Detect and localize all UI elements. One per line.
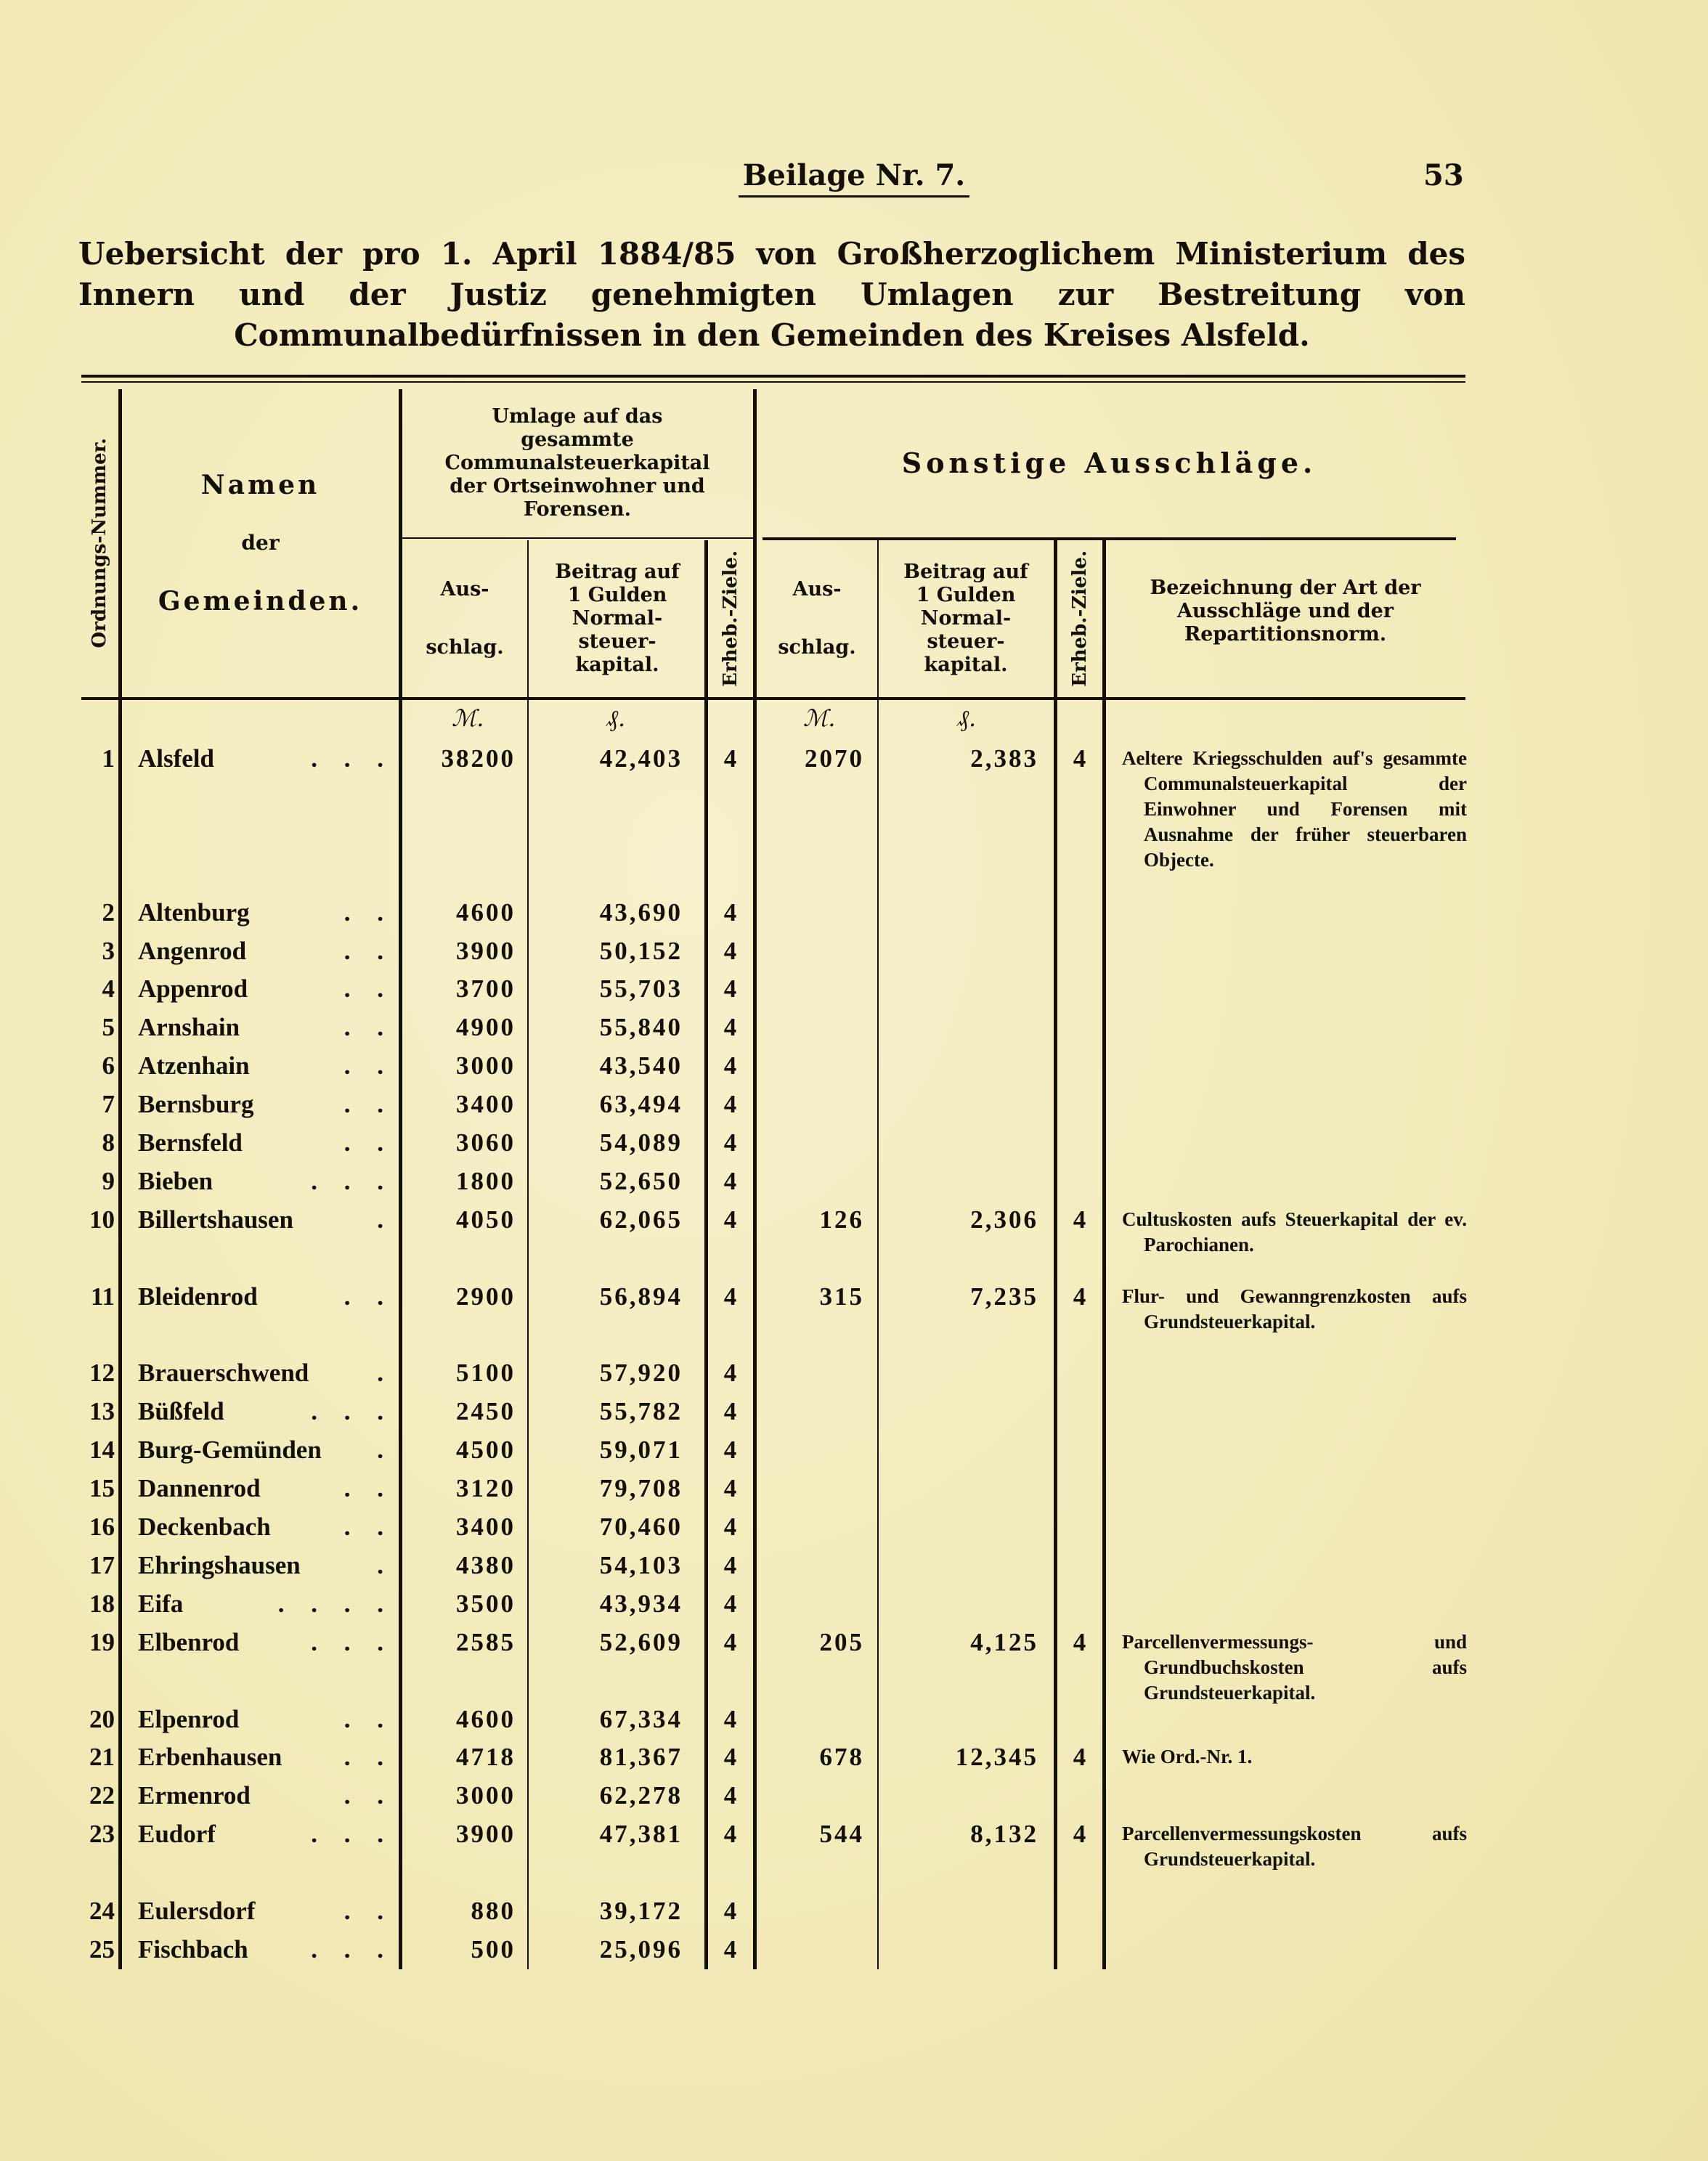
municipality-name-text: Elpenrod [138,1704,240,1733]
table-row [0,1200,1708,1256]
row-number: 15 [89,1474,115,1503]
municipality-name [138,1200,394,1239]
umlage-beitrag: 62,278 [599,1781,683,1810]
row-number: 22 [89,1781,115,1810]
table-row [0,1815,1708,1871]
top-double-rule-lower [81,381,1465,383]
sonstige-ausschlag: 126 [819,1205,864,1234]
row-number: 12 [89,1359,115,1388]
municipality-name-text: Fischbach [138,1934,248,1963]
sonstige-ausschlag: 2070 [805,744,864,773]
row-number: 23 [89,1820,115,1849]
umlage-ausschlag: 4600 [456,898,516,927]
row-number: 21 [89,1743,115,1772]
municipality-name-text: Ehringshausen [138,1550,301,1579]
table-row [0,1776,1708,1815]
umlage-erheb-ziele: 4 [723,1090,737,1119]
leader-dots: . . . [311,1166,394,1195]
municipality-name-text: Eudorf [138,1820,216,1849]
leader-dots: . . [343,1513,394,1541]
unit-mark: ℳ. [452,704,484,732]
leader-dots: . [377,1359,394,1388]
sonstige-erheb-ziele: 4 [1073,744,1086,773]
umlage-erheb-ziele: 4 [723,1166,737,1195]
umlage-ausschlag: 3900 [456,1820,516,1849]
header-bezeichnung: Bezeichnung der Art der Ausschläge und der Repartitionsnorm. [1150,577,1421,646]
municipality-name [138,893,394,932]
leader-dots: . . . . [277,1589,394,1618]
leader-dots: . . . [311,1820,394,1849]
table-row [0,969,1708,1008]
municipality-name-text: Arnshain [138,1013,240,1042]
leader-dots: . . [343,1051,394,1080]
leader-dots: . . . [311,1627,394,1656]
municipality-name-text: Bernsburg [138,1090,254,1119]
municipality-name [138,1623,394,1661]
table-row [0,932,1708,970]
row-number: 20 [89,1704,115,1733]
umlage-beitrag: 67,334 [599,1704,683,1733]
row-number: 14 [89,1436,115,1465]
umlage-beitrag: 25,096 [599,1934,683,1963]
table-row [0,1392,1708,1431]
table-row [0,1546,1708,1584]
umlage-ausschlag: 3000 [456,1781,516,1810]
table-row [0,1046,1708,1085]
umlage-ausschlag: 2450 [456,1397,516,1426]
levy-description [1122,1815,1467,1872]
municipality-name [138,1085,394,1123]
umlage-ausschlag: 4900 [456,1013,516,1042]
header-namen: Namen der Gemeinden. [158,470,363,616]
row-number: 4 [102,974,115,1004]
umlage-ausschlag: 4380 [456,1550,516,1579]
municipality-name-text: Ermenrod [138,1781,251,1810]
municipality-name [138,1354,394,1392]
leader-dots: . . [343,1743,394,1772]
row-number: 25 [89,1934,115,1963]
levy-description-text: Wie Ord.-Nr. 1. [1122,1746,1253,1768]
umlage-erheb-ziele: 4 [723,1550,737,1579]
header-erheb-ziele-2: Erheb.-Ziele. [1069,550,1091,687]
leader-dots: . . [343,1474,394,1503]
umlage-beitrag: 42,403 [599,744,683,773]
municipality-name [138,1392,394,1431]
municipality-name [138,1892,394,1930]
municipality-name [138,1123,394,1162]
leader-dots: . . [343,1282,394,1311]
table-row [0,1162,1708,1200]
leader-dots: . . . [311,1934,394,1963]
table-row [0,1431,1708,1469]
umlage-erheb-ziele: 4 [723,1436,737,1465]
levy-description [1122,1277,1467,1335]
table-row [0,1892,1708,1930]
sonstige-beitrag: 2,383 [970,744,1038,773]
umlage-ausschlag: 4050 [456,1205,516,1234]
umlage-group-rule [400,537,755,539]
row-number: 10 [89,1205,115,1234]
municipality-name [138,969,394,1008]
table-row [0,1469,1708,1507]
umlage-erheb-ziele: 4 [723,1397,737,1426]
municipality-name [138,1008,394,1046]
municipality-name [138,1584,394,1623]
leader-dots: . . [343,1013,394,1042]
sonstige-erheb-ziele: 4 [1073,1820,1086,1849]
umlage-erheb-ziele: 4 [723,744,737,773]
umlage-beitrag: 55,840 [599,1013,683,1042]
table-row [0,1123,1708,1162]
levy-description-text: Parcellenvermessungs- und Grundbuchskosten aufs Grundsteuerkapital. [1122,1630,1467,1704]
municipality-name-text: Deckenbach [138,1513,271,1541]
municipality-name-text: Appenrod [138,974,248,1004]
umlage-erheb-ziele: 4 [723,1051,737,1080]
levy-description [1122,1623,1467,1706]
table-row [0,1623,1708,1704]
umlage-ausschlag: 3400 [456,1513,516,1541]
table-row [0,1700,1708,1738]
umlage-beitrag: 56,894 [599,1282,683,1311]
sonstige-erheb-ziele: 4 [1073,1627,1086,1656]
municipality-name [138,1738,394,1776]
levy-description [1122,1200,1467,1258]
umlage-ausschlag: 4600 [456,1704,516,1733]
leader-dots: . [377,1550,394,1579]
municipality-name-text: Altenburg [138,898,250,927]
umlage-beitrag: 62,065 [599,1205,683,1234]
municipality-name-text: Angenrod [138,936,247,965]
municipality-name [138,1046,394,1085]
municipality-name-text: Eifa [138,1589,184,1618]
leader-dots: . . [343,1128,394,1157]
page-number: 53 [1423,158,1464,192]
umlage-ausschlag: 3120 [456,1474,516,1503]
umlage-erheb-ziele: 4 [723,1743,737,1772]
umlage-erheb-ziele: 4 [723,1013,737,1042]
sonstige-ausschlag: 544 [819,1820,864,1849]
table-row [0,1930,1708,1969]
municipality-name-text: Atzenhain [138,1051,250,1080]
header-bottom-rule [81,697,1465,700]
leader-dots: . [377,1205,394,1234]
levy-description [1122,739,1467,873]
row-number: 1 [102,744,115,773]
umlage-ausschlag: 5100 [456,1359,516,1388]
header-umlage-group: Umlage auf das gesammte Communalsteuerkapital der Ortseinwohner und Forensen. [444,405,710,521]
municipality-name [138,1700,394,1738]
levy-description-text: Cultuskosten aufs Steuerkapital der ev. Parochianen. [1122,1208,1467,1256]
table-row [0,1738,1708,1776]
umlage-beitrag: 59,071 [599,1436,683,1465]
umlage-beitrag: 39,172 [599,1897,683,1925]
umlage-erheb-ziele: 4 [723,1513,737,1541]
leader-dots: . . [343,1781,394,1810]
sonstige-beitrag: 4,125 [970,1627,1038,1656]
header-sonstige-group: Sonstige Ausschläge. [901,447,1317,479]
umlage-ausschlag: 500 [471,1934,516,1963]
row-number: 24 [89,1897,115,1925]
umlage-erheb-ziele: 4 [723,1282,737,1311]
municipality-name-text: Burg-Gemünden [138,1436,322,1465]
municipality-name [138,1469,394,1507]
umlage-ausschlag: 3500 [456,1589,516,1618]
umlage-beitrag: 55,782 [599,1397,683,1426]
header-ausschlag-1: Aus- schlag. [426,578,504,659]
leader-dots: . . [343,974,394,1004]
row-number: 19 [89,1627,115,1656]
municipality-name-text: Brauerschwend [138,1359,309,1388]
umlage-beitrag: 52,650 [599,1166,683,1195]
municipality-name [138,1431,394,1469]
umlage-beitrag: 55,703 [599,974,683,1004]
umlage-ausschlag: 4500 [456,1436,516,1465]
row-number: 6 [102,1051,115,1080]
sonstige-erheb-ziele: 4 [1073,1205,1086,1234]
row-number: 8 [102,1128,115,1157]
umlage-ausschlag: 2585 [456,1627,516,1656]
row-number: 16 [89,1513,115,1541]
table-row [0,1354,1708,1392]
leader-dots: . . . [311,1397,394,1426]
umlage-ausschlag: 1800 [456,1166,516,1195]
leader-dots: . . [343,1897,394,1925]
municipality-name-text: Bernsfeld [138,1128,243,1157]
municipality-name [138,1546,394,1584]
page-title: Uebersicht der pro 1. April 1884/85 von Großherzoglichem Ministerium des Innern und der Justiz genehmigten Umlagen zur Bestreitung von Communalbedürfnissen in den Gemeinden des Kreises Alsfeld. [78,236,1465,353]
municipality-name [138,739,394,778]
leader-dots: . . [343,1704,394,1733]
umlage-beitrag: 57,920 [599,1359,683,1388]
umlage-erheb-ziele: 4 [723,898,737,927]
sonstige-beitrag: 12,345 [955,1743,1038,1772]
umlage-erheb-ziele: 4 [723,1934,737,1963]
municipality-name-text: Elbenrod [138,1627,240,1656]
levy-description-text: Parcellenvermessungskosten aufs Grundsteuerkapital. [1122,1823,1467,1871]
umlage-beitrag: 43,690 [599,898,683,927]
municipality-name-text: Alsfeld [138,744,214,773]
sonstige-erheb-ziele: 4 [1073,1743,1086,1772]
umlage-ausschlag: 880 [471,1897,516,1925]
row-number: 7 [102,1090,115,1119]
sonstige-beitrag: 7,235 [970,1282,1038,1311]
table-row [0,1008,1708,1046]
leader-dots: . . [343,898,394,927]
umlage-beitrag: 63,494 [599,1090,683,1119]
sonstige-ausschlag: 205 [819,1627,864,1656]
umlage-ausschlag: 3060 [456,1128,516,1157]
umlage-beitrag: 47,381 [599,1820,683,1849]
umlage-beitrag: 81,367 [599,1743,683,1772]
umlage-erheb-ziele: 4 [723,1128,737,1157]
umlage-erheb-ziele: 4 [723,1897,737,1925]
municipality-name-text: Bieben [138,1166,214,1195]
umlage-ausschlag: 3700 [456,974,516,1004]
header-ausschlag-2: Aus- schlag. [778,578,856,659]
umlage-beitrag: 52,609 [599,1627,683,1656]
umlage-erheb-ziele: 4 [723,1474,737,1503]
municipality-name [138,1162,394,1200]
header-erheb-ziele-1: Erheb.-Ziele. [720,550,741,687]
row-number: 2 [102,898,115,927]
umlage-erheb-ziele: 4 [723,1589,737,1618]
umlage-beitrag: 79,708 [599,1474,683,1503]
sonstige-beitrag: 2,306 [970,1205,1038,1234]
row-number: 17 [89,1550,115,1579]
leader-dots: . [377,1436,394,1465]
unit-pfennig: ₰. [606,704,626,732]
table-row [0,1085,1708,1123]
row-number: 5 [102,1013,115,1042]
umlage-erheb-ziele: 4 [723,1627,737,1656]
sonstige-erheb-ziele: 4 [1073,1282,1086,1311]
table-row [0,893,1708,932]
umlage-erheb-ziele: 4 [723,936,737,965]
levy-description-text: Flur- und Gewanngrenzkosten aufs Grundsteuerkapital. [1122,1285,1467,1332]
leader-dots: . . [343,1090,394,1119]
umlage-erheb-ziele: 4 [723,1359,737,1388]
table-row [0,1584,1708,1623]
umlage-beitrag: 54,089 [599,1128,683,1157]
unit-pfennig: ₰. [957,704,977,732]
municipality-name-text: Bleidenrod [138,1282,258,1311]
municipality-name [138,1776,394,1815]
umlage-ausschlag: 38200 [441,744,516,773]
municipality-name-text: Büßfeld [138,1397,224,1426]
umlage-beitrag: 43,934 [599,1589,683,1618]
leader-dots: . . . [311,744,394,773]
sonstige-beitrag: 8,132 [970,1820,1038,1849]
municipality-name [138,1815,394,1853]
table-row [0,739,1708,871]
umlage-beitrag: 50,152 [599,936,683,965]
header-beitrag-2: Beitrag auf 1 Gulden Normal-steuer-kapital. [903,561,1028,676]
row-number: 11 [90,1282,115,1311]
supplement-heading: Beilage Nr. 7. [0,158,1708,192]
sonstige-ausschlag: 678 [819,1743,864,1772]
umlage-erheb-ziele: 4 [723,1704,737,1733]
header-beitrag-1: Beitrag auf 1 Gulden Normal-steuer-kapital. [555,561,680,676]
municipality-name-text: Eulersdorf [138,1897,256,1925]
municipality-name [138,1930,394,1969]
top-double-rule [81,375,1465,378]
row-number: 9 [102,1166,115,1195]
umlage-beitrag: 54,103 [599,1550,683,1579]
row-number: 3 [102,936,115,965]
umlage-erheb-ziele: 4 [723,1820,737,1849]
umlage-beitrag: 70,460 [599,1513,683,1541]
umlage-ausschlag: 2900 [456,1282,516,1311]
municipality-name-text: Dannenrod [138,1474,261,1503]
umlage-beitrag: 43,540 [599,1051,683,1080]
umlage-ausschlag: 3900 [456,936,516,965]
row-number: 18 [89,1589,115,1618]
municipality-name-text: Erbenhausen [138,1743,282,1772]
table-row [0,1277,1708,1332]
leader-dots: . . [343,936,394,965]
umlage-ausschlag: 3000 [456,1051,516,1080]
levy-description [1122,1738,1467,1770]
header-ordnungs-nummer: Ordnungs-Nummer. [89,438,110,648]
umlage-ausschlag: 3400 [456,1090,516,1119]
umlage-erheb-ziele: 4 [723,974,737,1004]
row-number: 13 [89,1397,115,1426]
municipality-name-text: Billertshausen [138,1205,293,1234]
umlage-erheb-ziele: 4 [723,1781,737,1810]
umlage-ausschlag: 4718 [456,1743,516,1772]
umlage-erheb-ziele: 4 [723,1205,737,1234]
levy-description-text: Aeltere Kriegsschulden auf's gesammte Communalsteuerkapital der Einwohner und Forensen mit Ausnahme der früher steuerbaren Objecte. [1122,747,1467,871]
unit-mark: ℳ. [803,704,836,732]
table-row [0,1507,1708,1546]
municipality-name [138,932,394,970]
municipality-name [138,1277,394,1316]
municipality-name [138,1507,394,1546]
sonstige-ausschlag: 315 [819,1282,864,1311]
